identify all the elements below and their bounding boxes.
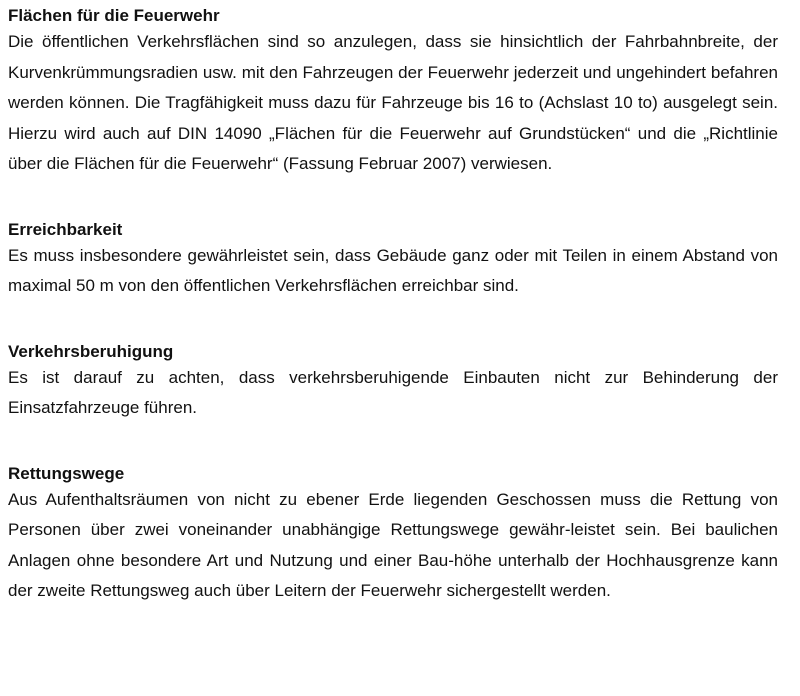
section-heading: Flächen für die Feuerwehr (8, 6, 220, 25)
section-rettungswege (8, 458, 778, 607)
section-body: Es ist darauf zu achten, dass verkehrsberuhigende Einbauten nicht zur Behinderung der Einsatzfahrzeuge führen. (8, 367, 778, 417)
section-spacer (8, 180, 778, 214)
section-heading: Verkehrsberuhigung (8, 341, 174, 361)
section-erreichbarkeit (8, 214, 778, 302)
section-body: Die öffentlichen Verkehrsflächen sind so anzulegen, dass sie hinsichtlich der Fahrbahnbreite, der Kurvenkrümmungsradien usw. mit den Fahrzeugen der Feuerwehr jederzeit und ungehindert befahren werden können. Die Tragfähigkeit muss dazu für Fahrzeuge bis 16 to (Achslast 10 to) ausgelegt sein. Hierzu wird auch auf DIN 14090 „Flächen für die Feuerwehr auf Grundstücken“ und die „Richtlinie über die Flächen für die Feuerwehr“ (Fassung Februar 2007) verwiesen. (8, 32, 778, 173)
section-spacer (8, 424, 778, 458)
section-flaechen-feuerwehr (8, 0, 778, 180)
section-heading: Erreichbarkeit (8, 219, 123, 239)
section-body: Es muss insbesondere gewährleistet sein, dass Gebäude ganz oder mit Teilen in einem Abstand von maximal 50 m von den öffentlichen Verkehrsflächen erreichbar sind. (8, 245, 778, 295)
section-spacer (8, 302, 778, 336)
section-verkehrsberuhigung (8, 336, 778, 424)
section-heading: Rettungswege (8, 463, 125, 483)
section-body: Aus Aufenthaltsräumen von nicht zu ebener Erde liegenden Geschossen muss die Rettung von Personen über zwei voneinander unabhängige Rettungswege gewähr-leistet sein. Bei baulichen Anlagen ohne besondere Art und Nutzung und einer Bau-höhe unterhalb der Hochhausgrenze kann der zweite Rettungsweg auch über Leitern der Feuerwehr sichergestellt werden. (8, 489, 778, 600)
